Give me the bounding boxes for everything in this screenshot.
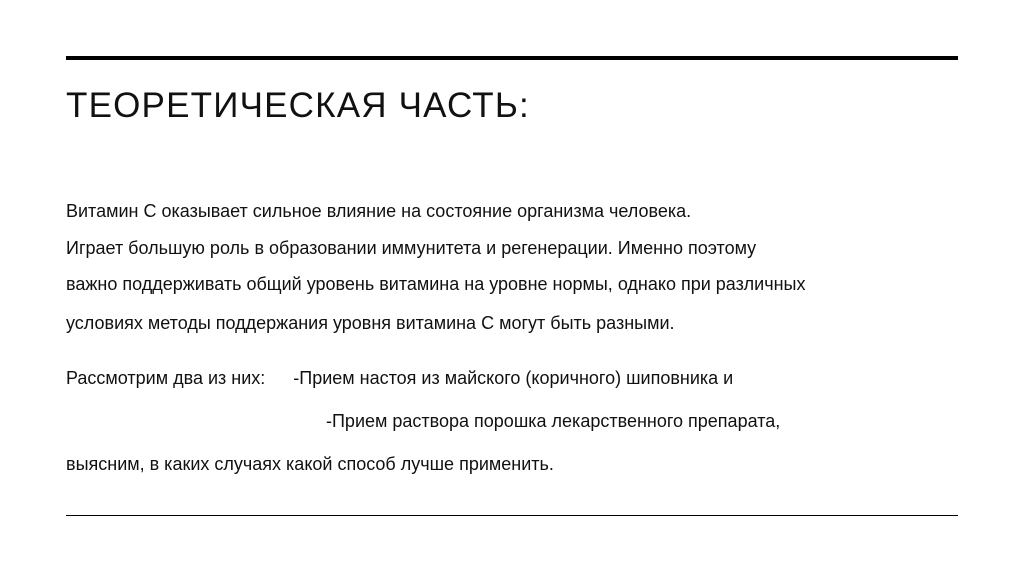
- slide-title: ТЕОРЕТИЧЕСКАЯ ЧАСТЬ:: [66, 86, 530, 125]
- paragraph-line-3: важно поддерживать общий уровень витамина на уровне нормы, однако при различных: [66, 274, 806, 294]
- methods-intro: Рассмотрим два из них:: [66, 368, 266, 388]
- top-divider: [66, 56, 958, 60]
- bottom-divider: [66, 515, 958, 516]
- method-item-1: -Прием настоя из майского (коричного) шиповника и: [293, 368, 734, 388]
- paragraph-line-4: условиях методы поддержания уровня витамина С могут быть разными.: [66, 313, 675, 333]
- paragraph-line-2: Играет большую роль в образовании иммунитета и регенерации. Именно поэтому: [66, 238, 757, 258]
- methods-intro-line: [66, 367, 733, 389]
- paragraph-line-1: Витамин С оказывает сильное влияние на состояние организма человека.: [66, 201, 692, 221]
- conclusion-line: выясним, в каких случаях какой способ лучше применить.: [66, 454, 554, 474]
- method-item-2: -Прием раствора порошка лекарственного препарата,: [326, 411, 781, 431]
